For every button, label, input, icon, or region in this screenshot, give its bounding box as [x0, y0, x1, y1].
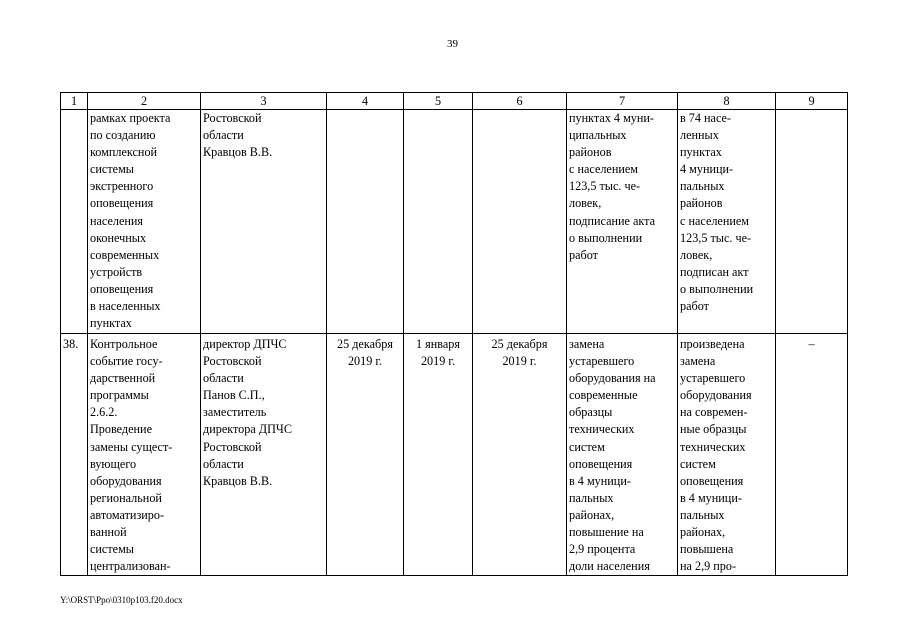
column-header: 2: [88, 93, 201, 110]
actual-result-cell: в 74 насе- ленных пунктах 4 муници- пальных районов с населением 123,5 тыс. че- ловек, подписан акт о выполнении работ: [678, 110, 776, 334]
notes-cell: [776, 110, 848, 334]
column-header: 8: [678, 93, 776, 110]
actual-result-cell: произведена замена устаревшего оборудования на современ- ные образцы технических систем оповещения в 4 муници- пальных районах, повышена на 2,9 про-: [678, 334, 776, 576]
date-cell: 25 декабря 2019 г.: [473, 334, 567, 576]
date-cell: 1 января 2019 г.: [404, 334, 473, 576]
column-header: 1: [61, 93, 88, 110]
table-row: [61, 110, 848, 334]
column-header: 5: [404, 93, 473, 110]
date-cell: [327, 110, 404, 334]
column-header: 6: [473, 93, 567, 110]
column-header: 9: [776, 93, 848, 110]
column-header: 3: [201, 93, 327, 110]
notes-cell: –: [776, 334, 848, 576]
event-name-cell: рамках проекта по созданию комплексной системы экстренного оповещения населения оконечных современных устройств оповещения в населенных пунктах: [88, 110, 201, 334]
row-number-cell: 38.: [61, 334, 88, 576]
date-cell: 25 декабря 2019 г.: [327, 334, 404, 576]
table-header-row: [61, 93, 848, 110]
date-cell: [404, 110, 473, 334]
column-header: 4: [327, 93, 404, 110]
column-header: 7: [567, 93, 678, 110]
responsible-cell: директор ДПЧС Ростовской области Панов С.П., заместитель директора ДПЧС Ростовской области Кравцов В.В.: [201, 334, 327, 576]
data-table: [60, 92, 848, 576]
planned-result-cell: замена устаревшего оборудования на современные образцы технических систем оповещения в 4 муници- пальных районах, повышение на 2,9 процента доли населения: [567, 334, 678, 576]
footer-file-path: Y:\ORST\Ppo\0310p103.f20.docx: [60, 595, 183, 605]
event-name-cell: Контрольное событие госу- дарственной программы 2.6.2. Проведение замены сущест- вующего оборудования региональной автоматизиро- ванной системы централизован-: [88, 334, 201, 576]
responsible-cell: Ростовской области Кравцов В.В.: [201, 110, 327, 334]
page-number: 39: [447, 38, 458, 50]
row-number-cell: [61, 110, 88, 334]
planned-result-cell: пунктах 4 муни- ципальных районов с населением 123,5 тыс. че- ловек, подписание акта о выполнении работ: [567, 110, 678, 334]
table-row: [61, 334, 848, 576]
date-cell: [473, 110, 567, 334]
